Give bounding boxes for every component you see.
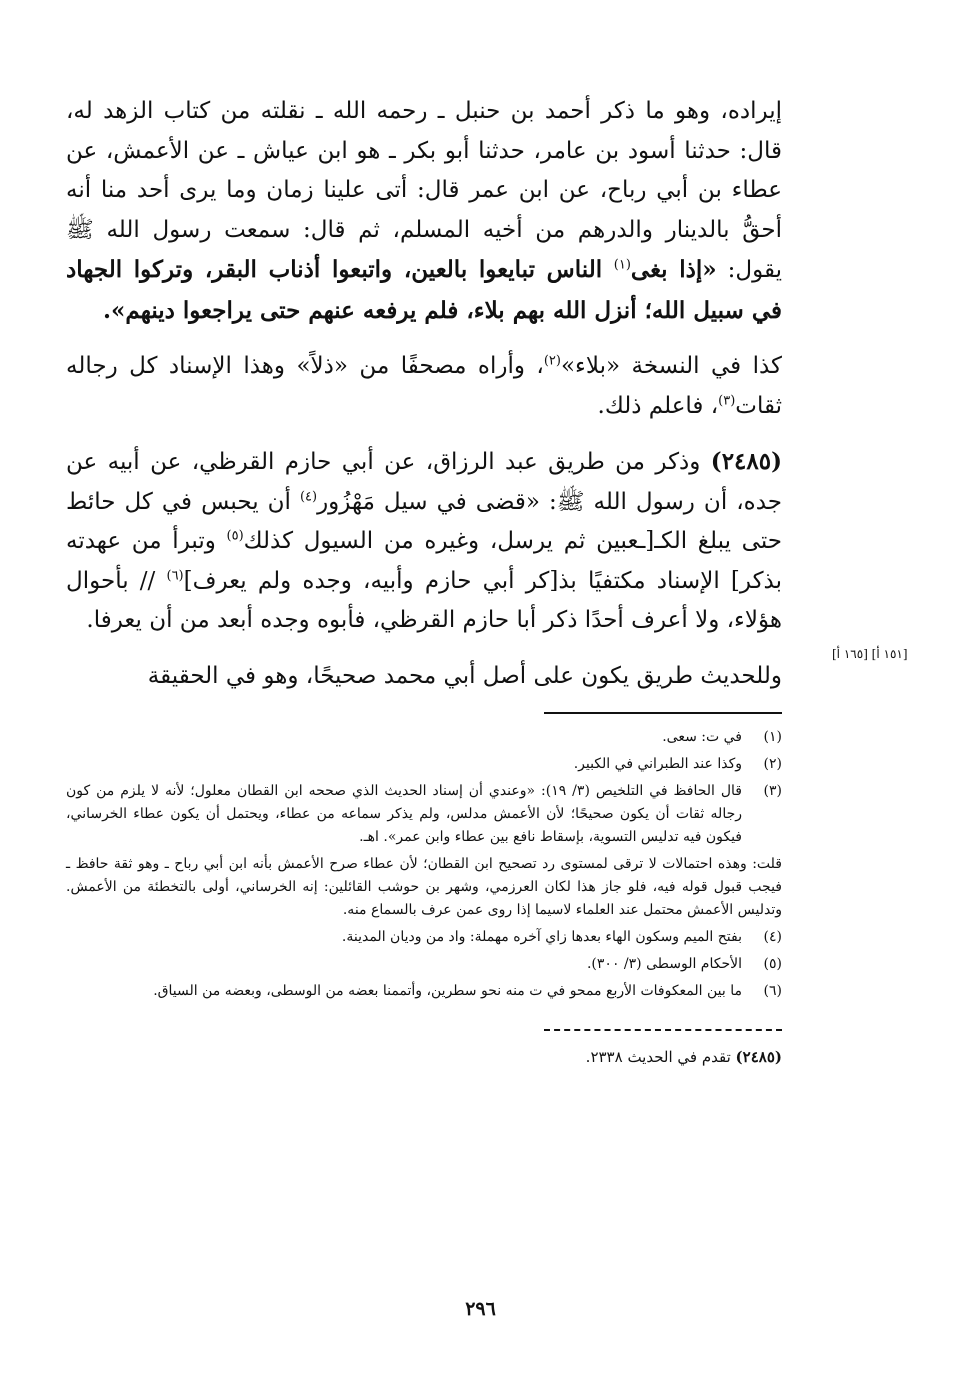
section-separator bbox=[544, 1029, 782, 1031]
footnote-text: في ت: سعى. bbox=[662, 729, 742, 745]
footnote-number: (٦) bbox=[763, 983, 782, 999]
paragraph-3-text-d: // بأحوال هؤلاء، ولا أعرف أحدًا ذكر أبا حازم القرظي، فأبوه وجده أبعد من أن يعرفا. bbox=[66, 567, 782, 633]
footnote-text: الأحكام الوسطى (٣/ ٣٠٠). bbox=[586, 956, 742, 972]
footnote-ref-2[interactable]: (٢) bbox=[543, 353, 561, 369]
footnote-3-continuation: قلت: وهذه احتمالات لا ترقى لمستوى رد تصحيح ابن القطان؛ لأن عطاء صرح الأعمش بأنه ابن أبي رباح ـ وهو ثقة حافظ ـ فيجب قبول قوله فيه، فلو جاز هذا لكان العرزمي، وشهر بن حوشب القائلين: إنه الخرساني، أولى بالتخطئة من الأعمش. وتدليس الأعمش محتمل عند العلماء لاسيما إذا روى عمن عرف بالسماع منه. bbox=[66, 856, 782, 918]
footnote-ref-5[interactable]: (٥) bbox=[226, 528, 244, 544]
footnote-5 bbox=[66, 953, 782, 976]
paragraph-2-text-a: كذا في النسخة «بلاء» bbox=[560, 353, 782, 379]
footnote-4 bbox=[66, 926, 782, 949]
footnote-text: قال الحافظ في التلخيص (٣/ ١٩): «وعندي أن إسناد الحديث الذي صححه ابن القطان معلول؛ لأنه لا يلزم من كون رجاله ثقات أن يكون صحيحًا؛ لأن الأعمش مدلس، ولم يذكر سماعه من عطاء، ويحتمل أن يكون عطاء الخرساني، فيكون فيه تدليس التسوية، بإسقاط نافع بين عطاء وابن عمر». اهـ. bbox=[66, 783, 742, 845]
footnote-ref-4[interactable]: (٤) bbox=[299, 488, 318, 504]
footnote-3 bbox=[66, 780, 782, 849]
footnote-number: (٤) bbox=[763, 929, 782, 945]
hadith-quote-start: «إذا بغى bbox=[630, 256, 717, 283]
footnote-number: (٣) bbox=[763, 783, 782, 799]
paragraph-3-text-c: وتبرأ من عهدته بذكر] الإسناد مكتفيًا بذ[كر أبي حازم وأبيه، وجده ولم يعرف] bbox=[66, 528, 782, 594]
footnote-ref-1[interactable]: (١) bbox=[613, 257, 631, 273]
footnote-text: ما بين المعكوفات الأربع ممحو في ت منه نحو سطرين، وأتممنا بعضه من الوسطى، وبعضه من السياق. bbox=[153, 983, 742, 999]
paragraph-4-text: وللحديث طريق يكون على أصل أبي محمد صحيحًا، وهو في الحقيقة bbox=[147, 662, 782, 689]
footnote-number: (٢) bbox=[763, 756, 782, 772]
main-text bbox=[66, 92, 782, 696]
page-number: ٢٩٦ bbox=[465, 1298, 496, 1320]
footnote-ref-3[interactable]: (٣) bbox=[718, 392, 736, 408]
footnote-2 bbox=[66, 753, 782, 776]
paragraph-1-text: إيراده، وهو ما ذكر أحمد بن حنبل ـ رحمه الله ـ نقلته من كتاب الزهد له، قال: حدثنا أسود بن عامر، حدثنا أبو بكر ـ هو ابن عياش ـ عن الأعمش، عن عطاء بن أبي رباح، عن ابن عمر قال: أتى علينا زمان وما يرى أحد منا أنه أحقُّ بالدينار والدرهم من أخيه المسلم، ثم قال: سمعت رسول الله ﷺ يقول: bbox=[66, 98, 782, 283]
paragraph-2-text-c: ، فاعلم ذلك. bbox=[597, 392, 719, 419]
footnote-6 bbox=[66, 980, 782, 1003]
paragraph-1 bbox=[66, 92, 782, 331]
page-content bbox=[66, 92, 782, 1069]
hadith-quote-end: الناس تبايعوا بالعين، واتبعوا أذناب البقر، وتركوا الجهاد في سبيل الله؛ أنزل الله بهم بلاء، فلم يرفعه عنهم حتى يراجعوا دينهم». bbox=[66, 256, 782, 324]
footnote-separator bbox=[544, 712, 782, 714]
footnote-text: بفتح الميم وسكون الهاء بعدها زاي آخره مهملة: واد من وديان المدينة. bbox=[341, 929, 742, 945]
footnote-1 bbox=[66, 726, 782, 749]
footnote-number: (١) bbox=[763, 729, 782, 745]
footnote-text: وكذا عند الطبراني في الكبير. bbox=[573, 756, 742, 772]
hadith-number: (٢٤٨٥) bbox=[710, 448, 782, 475]
footnote-ref-6[interactable]: (٦) bbox=[166, 567, 184, 583]
footnotes bbox=[66, 726, 782, 1003]
paragraph-2-text-b: ، وأراه مصحفًا من «ذلاً» وهذا الإسناد كل رجاله ثقات bbox=[66, 353, 782, 419]
paragraph-2 bbox=[66, 347, 782, 426]
manuscript-folio-ref: [١٥١ أ] [١٦٥ أ] bbox=[832, 647, 908, 661]
paragraph-3-text-b: أن يحبس في كل حائط حتى يبلغ الكـ[ـعبين ثم يرسل، وغيره من السيول كذلك bbox=[66, 488, 782, 554]
hadith-note-text: تقدم في الحديث ٢٣٣٨. bbox=[585, 1048, 736, 1066]
paragraph-3 bbox=[66, 442, 782, 641]
paragraph-4 bbox=[66, 657, 782, 697]
footnote-number: (٥) bbox=[763, 956, 782, 972]
paragraph-3-text-a: وذكر من طريق عبد الرزاق، عن أبي حازم القرظي، عن أبيه عن جده، أن رسول الله ﷺ: «قضى في سيل مَهْزُور bbox=[66, 449, 783, 515]
hadith-note-number: (٢٤٨٥) bbox=[735, 1048, 782, 1066]
hadith-note bbox=[66, 1045, 782, 1069]
